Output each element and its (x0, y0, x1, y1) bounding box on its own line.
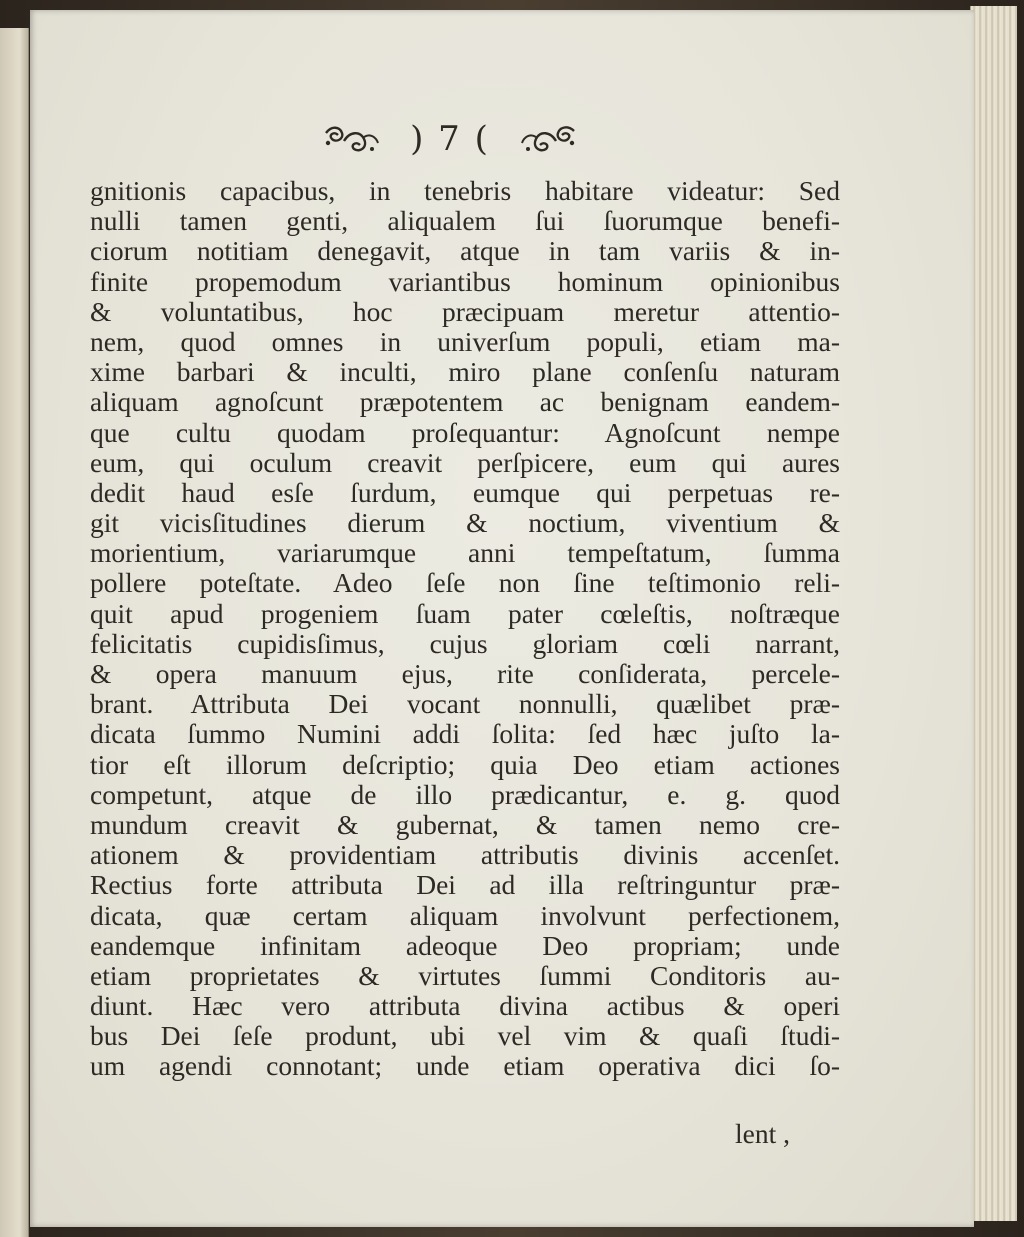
text-line: dicata ſummo Numini addi ſolita: ſed hæc juſto la- (90, 718, 840, 750)
text-line: etiam proprietates & virtutes ſummi Conditoris au- (90, 959, 840, 991)
text-line: quit apud progeniem ſuam pater cœleſtis, noſtræque (90, 597, 840, 629)
page-edge-stack (970, 6, 1017, 1221)
text-line: bus Dei ſeſe produnt, ubi vel vim & quaſi ſtudi- (90, 1020, 840, 1052)
text-line: morientium, variarumque anni tempeſtatum, ſumma (90, 537, 840, 569)
text-line: felicitatis cupidisſimus, cujus gloriam cœli narrant, (90, 627, 840, 659)
text-line: um agendi connotant; unde etiam operativa dici ſo- (90, 1050, 840, 1082)
page-number: ) 7 ( (410, 119, 490, 159)
text-line: aliquam agnoſcunt præpotentem ac benignam eandem- (90, 386, 840, 418)
text-line: Rectius forte attributa Dei ad illa reſtringuntur præ- (90, 869, 840, 901)
text-line: & opera manuum ejus, rite conſiderata, percele- (90, 658, 840, 689)
text-line: & voluntatibus, hoc præcipuam meretur attentio- (90, 295, 840, 327)
right-fleuron-icon (518, 119, 580, 159)
text-line: ciorum notitiam denegavit, atque in tam variis & in- (90, 235, 840, 267)
text-line: dedit haud esſe ſurdum, eumque qui perpetuas re- (90, 476, 840, 508)
text-line: nem, quod omnes in univerſum populi, etiam ma- (90, 325, 840, 357)
text-line: tior eſt illorum deſcriptio; quia Deo etiam actiones (90, 748, 840, 780)
text-line: eum, qui oculum creavit perſpicere, eum qui aures (90, 446, 840, 478)
book-page (30, 10, 974, 1227)
text-line: que cultu quodam proſequantur: Agnoſcunt nempe (90, 416, 840, 448)
page-header (260, 114, 640, 164)
text-line: ationem & providentiam attributis divinis accenſet. (90, 839, 840, 871)
text-line: competunt, atque de illo prædicantur, e. g. quod (90, 778, 840, 810)
left-fleuron-icon (320, 119, 382, 159)
text-line: nulli tamen genti, aliqualem ſui ſuorumque benefi- (90, 205, 840, 237)
text-line: gnitionis capacibus, in tenebris habitare videatur: Sed (90, 175, 840, 206)
catchword: lent , (735, 1118, 790, 1149)
text-line: xime barbari & inculti, miro plane conſenſu naturam (90, 356, 840, 388)
text-line: brant. Attributa Dei vocant nonnulli, quælibet præ- (90, 688, 840, 720)
text-line: pollere poteſtate. Adeo ſeſe non ſine teſtimonio reli- (90, 567, 840, 599)
text-line: diunt. Hæc vero attributa divina actibus & operi (90, 990, 840, 1022)
text-line: mundum creavit & gubernat, & tamen nemo cre- (90, 808, 840, 840)
text-line: eandemque infinitam adeoque Deo propriam; unde (90, 929, 840, 961)
text-line: git vicisſitudines dierum & noctium, viventium & (90, 507, 840, 539)
previous-page-edge (0, 28, 29, 1237)
text-line: finite propemodum variantibus hominum opinionibus (90, 265, 840, 297)
body-text (90, 176, 840, 1082)
text-line: dicata, quæ certam aliquam involvunt perfectionem, (90, 899, 840, 931)
